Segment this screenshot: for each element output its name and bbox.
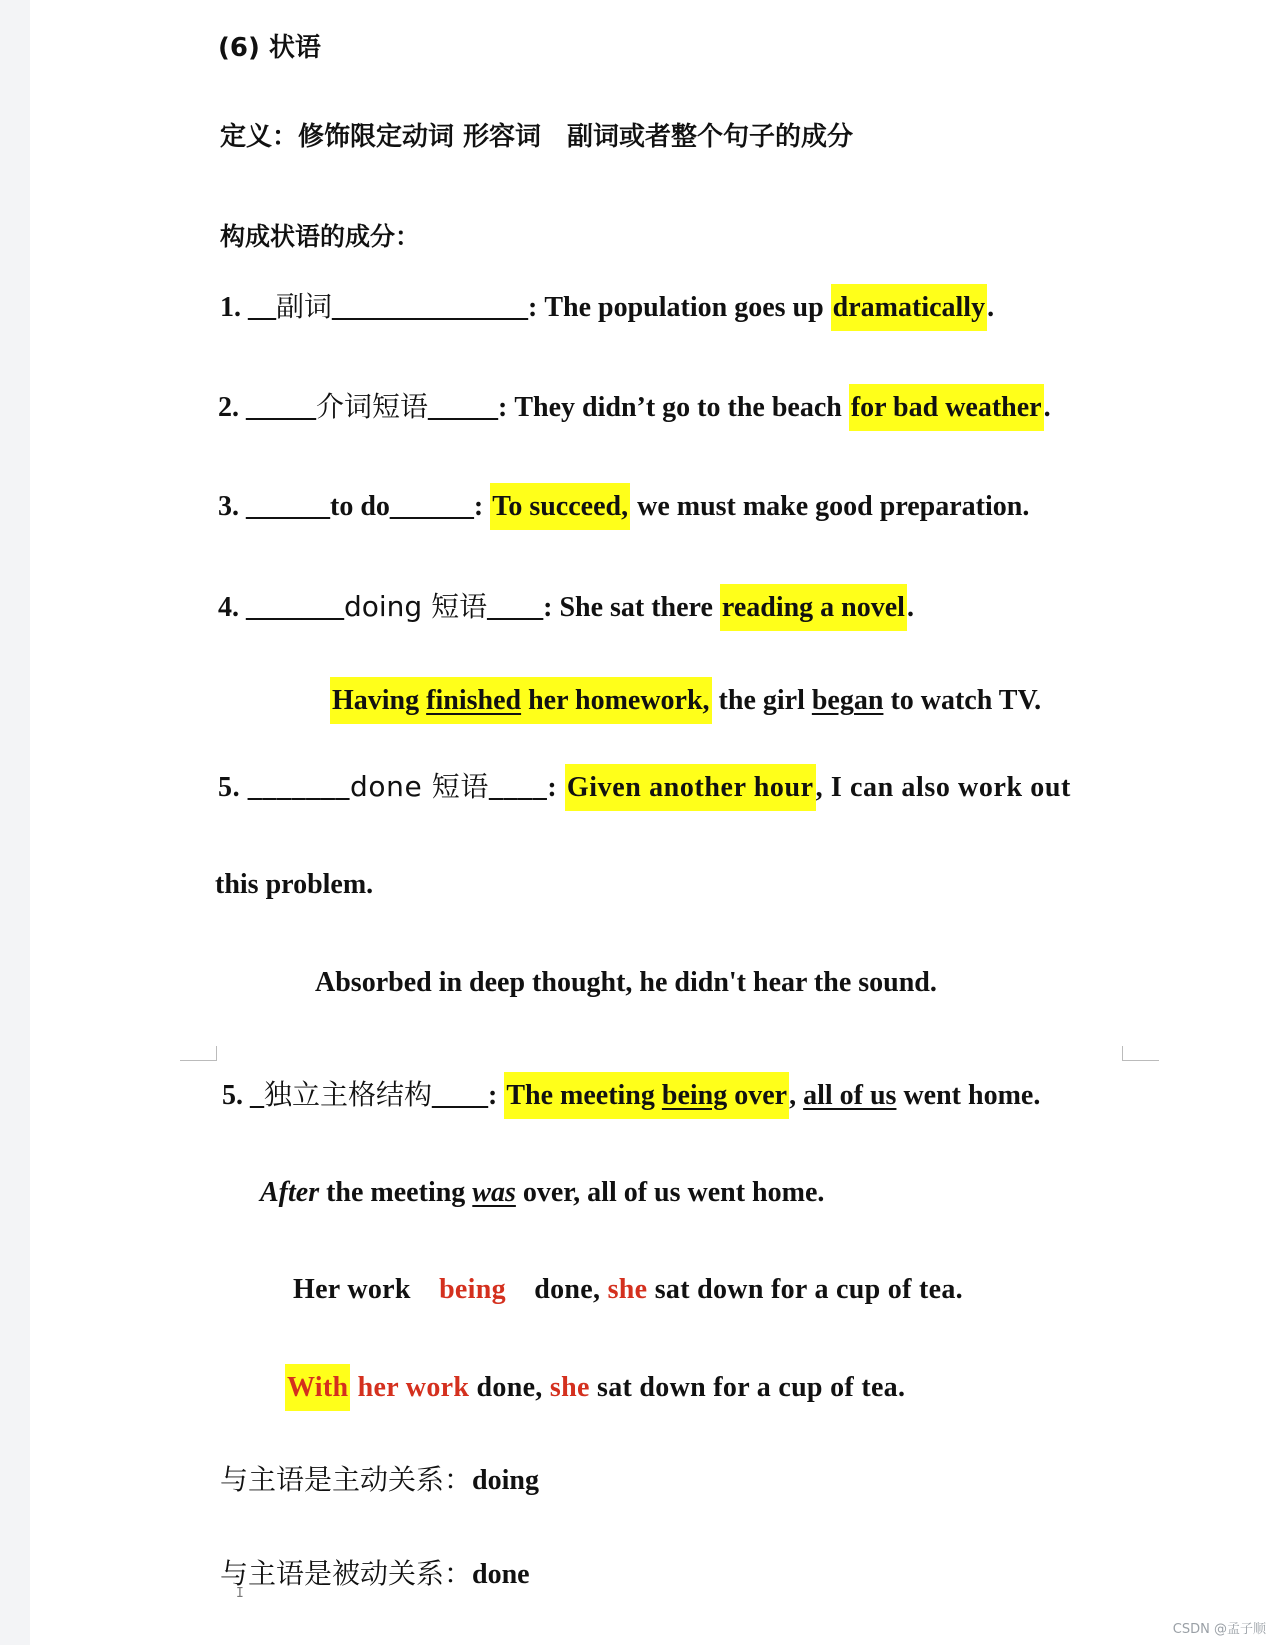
highlight: reading a novel [720,584,907,631]
item-1: 1. __副词______________: The population goes up dramatically. [220,287,994,328]
section-title: (6) 状语 [218,33,321,63]
item-2: 2. _____介词短语_____: They didn’t go to the beach for bad weather. [218,387,1051,428]
item-1-label: 副词 [276,290,333,323]
watermark: CSDN @孟子顺 [1172,1622,1266,1637]
item-6: 5. _独立主格结构____: The meeting being over, all of us went home. [222,1075,1040,1116]
page-break-mark-left [180,1046,217,1061]
text-cursor-icon: I [236,1586,244,1601]
item-4-label: doing 短语 [344,590,488,623]
item-5: 5. _______done 短语____: Given another hour, I can also work out [218,767,1071,808]
item-5-label: done 短语 [350,770,489,803]
document-page [30,0,1280,1645]
item-5-example: Absorbed in deep thought, he didn't hear the sound. [315,967,937,998]
highlight: dramatically [831,284,987,331]
components-heading: 构成状语的成分： [220,222,421,251]
definition-line: 定义：修饰限定动词 形容词 副词或者整个句子的成分 [220,122,854,152]
highlight: Having finished her homework, [330,677,712,724]
passive-relation: 与主语是被动关系：done [220,1557,530,1590]
item-6-example-2: Her work being done, she sat down for a cup of tea. [293,1274,963,1305]
item-5-continuation: this problem. [215,869,374,900]
item-6-example-1: After the meeting was over, all of us went home. [260,1177,825,1208]
item-6-example-3: With her work done, she sat down for a cup of tea. [285,1368,905,1408]
highlight: Given another hour [565,764,816,811]
highlight: With [285,1364,350,1411]
highlight: To succeed, [490,483,630,530]
page-break-mark-right [1122,1046,1159,1061]
active-relation: 与主语是主动关系：doing [220,1463,539,1496]
item-4: 4. _______doing 短语____: She sat there reading a novel. [218,587,914,628]
highlight: The meeting being over [504,1072,789,1119]
highlight: for bad weather [849,384,1044,431]
item-3-label: to do [330,491,390,522]
item-3: 3. ______to do______: To succeed, we must make good preparation. [218,487,1029,527]
item-4-example: Having finished her homework, the girl began to watch TV. [330,681,1041,721]
item-6-label: 独立主格结构 [264,1078,433,1111]
item-2-label: 介词短语 [316,390,429,423]
